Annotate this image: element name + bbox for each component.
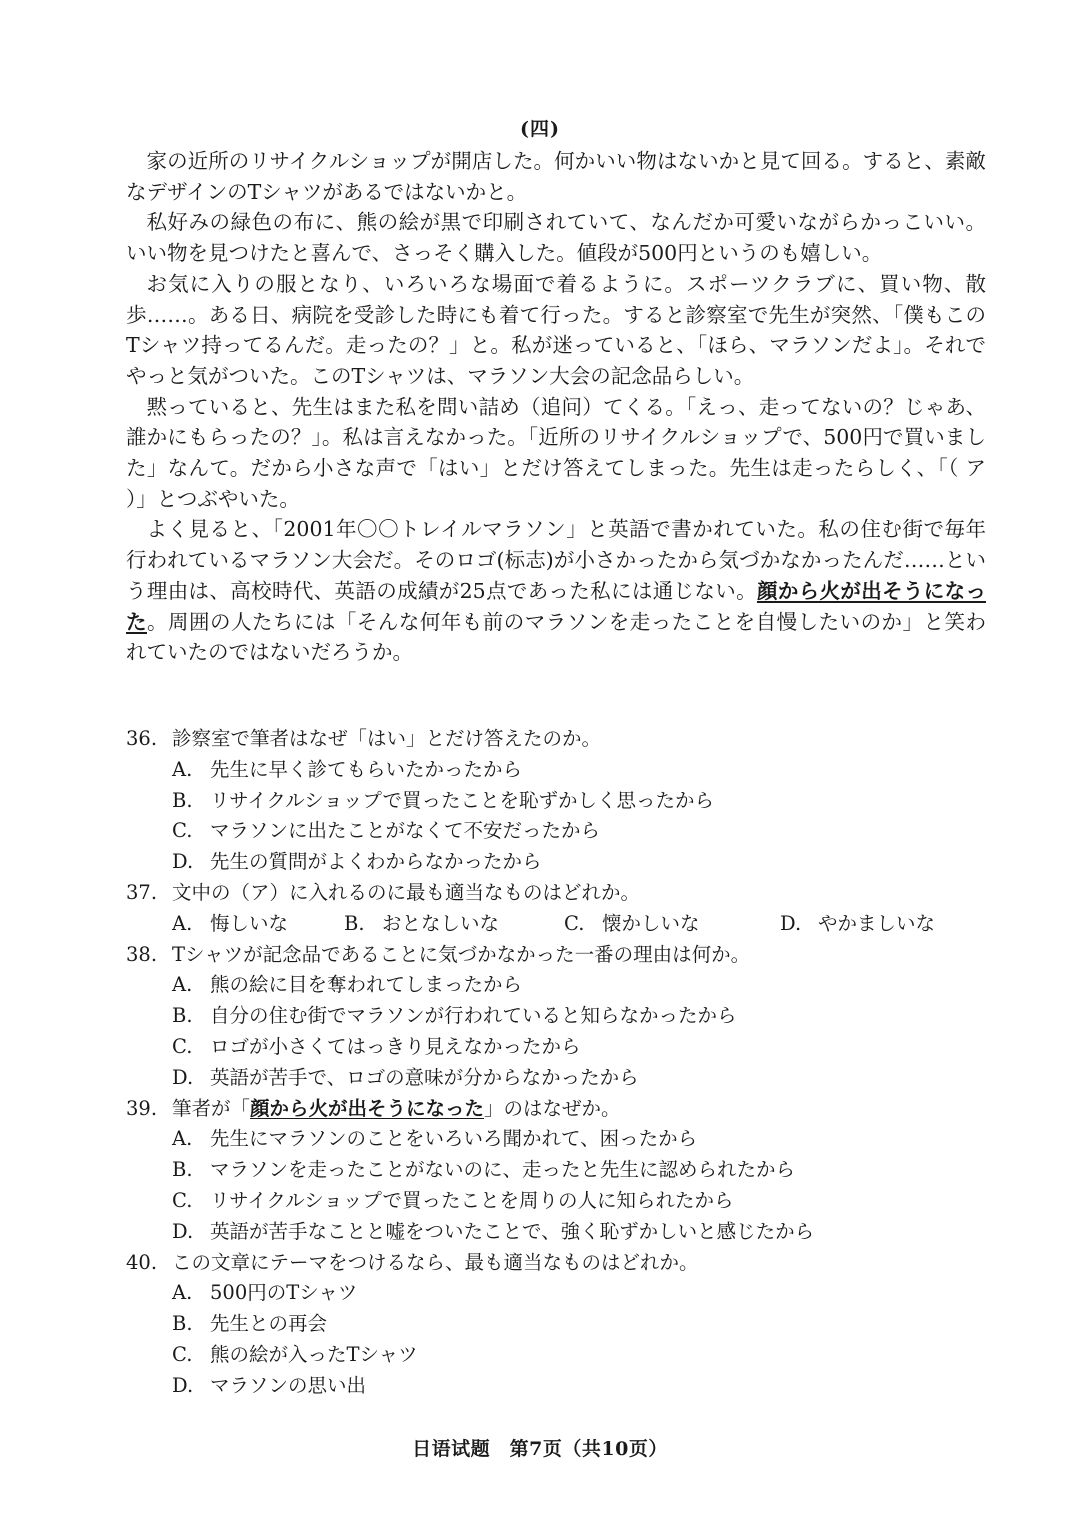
question-stem (126, 878, 986, 909)
option-letter: C. (172, 819, 193, 843)
question-number: 37. (126, 880, 158, 904)
option-text: 悔しいな (210, 911, 289, 935)
passage-text: 。周囲の人たちには「そんな何年も前のマラソンを走ったことを自慢したいのか」と笑われていたのではないだろうか。 (126, 609, 987, 665)
question-37 (126, 878, 986, 940)
passage-text: よく見ると、「2001年〇〇トレイルマラソン」と英語で書かれていた。私の住む街で毎年行われているマラソン大会だ。そのロゴ(标志)が小さかったから気づかなかったんだ……という理由は、高校時代、英語の成績が25点であった私には通じない。 (126, 517, 986, 603)
page-footer: 日语试题 第7页（共10页） (412, 1438, 668, 1460)
option-letter: B. (172, 1312, 193, 1336)
passage-paragraph: 黙っていると、先生はまた私を問い詰め（追问）てくる。「えっ、走ってないの？じゃあ、誰かにもらったの？」。私は言えなかった。「近所のリサイクルショップで、500円で買いました」なんて。だから小さな声で「はい」とだけ答えてしまった。先生は走ったらしく、「（ ア ）」とつぶやいた。 (126, 394, 986, 511)
answer-option[interactable] (126, 816, 986, 847)
passage-paragraph (126, 514, 986, 668)
option-text: 先生に早く診てもらいたかったから (210, 757, 523, 781)
question-stem (126, 724, 986, 755)
answer-option[interactable] (126, 1063, 986, 1094)
option-text: マラソンの思い出 (210, 1373, 367, 1397)
question-number: 36. (126, 727, 158, 750)
answer-option[interactable] (126, 755, 986, 786)
option-text: マラソンを走ったことがないのに、走ったと先生に認められたから (210, 1158, 796, 1182)
option-letter: C. (564, 911, 585, 935)
question-stem (126, 1094, 986, 1125)
answer-option[interactable] (126, 847, 986, 878)
option-letter: D. (172, 1065, 194, 1089)
question-number: 38. (126, 942, 158, 966)
answer-option[interactable] (126, 1186, 986, 1217)
option-letter: C. (172, 1342, 193, 1366)
question-number: 39. (126, 1096, 158, 1120)
option-letter: A. (172, 911, 193, 935)
option-text: リサイクルショップで買ったことを周りの人に知られたから (210, 1188, 734, 1212)
passage-paragraph: 家の近所のリサイクルショップが開店した。何かいい物はないかと見て回る。すると、素敵なデザインのTシャツがあるではないかと。 (126, 149, 986, 204)
option-letter: D. (780, 911, 802, 935)
option-letter: D. (172, 850, 194, 874)
option-text: 英語が苦手で、ロゴの意味が分からなかったから (210, 1065, 639, 1089)
option-letter: A. (172, 1127, 193, 1151)
answer-option[interactable] (126, 1155, 986, 1186)
question-text: この文章にテーマをつけるなら、最も適当なものはどれか。 (172, 1250, 699, 1274)
question-stem (126, 1248, 986, 1279)
option-text: リサイクルショップで買ったことを恥ずかしく思ったから (210, 788, 714, 812)
answer-option[interactable] (126, 1278, 986, 1309)
answer-option[interactable] (126, 1309, 986, 1340)
option-text: おとなしいな (382, 911, 500, 935)
option-text: 英語が苦手なことと嘘をついたことで、強く恥ずかしいと感じたから (210, 1219, 815, 1243)
answer-option[interactable] (126, 1001, 986, 1032)
answer-option[interactable] (126, 1124, 986, 1155)
question-text: 」のはなぜか。 (484, 1096, 621, 1120)
passage-paragraph: お気に入りの服となり、いろいろな場面で着るように。スポーツクラブに、買い物、散歩……。ある日、病院を受診した時にも着て行った。すると診察室で先生が突然、「僕もこのTシャツ持ってるんだ。走ったの？」と。私が迷っていると、「ほら、マラソンだよ」。それでやっと気がついた。このTシャツは、マラソン大会の記念品らしい。 (126, 271, 986, 388)
option-letter: D. (172, 1373, 194, 1397)
option-text: 先生との再会 (210, 1312, 328, 1336)
question-list (126, 724, 986, 1402)
option-letter: C. (172, 1034, 193, 1058)
option-letter: B. (344, 911, 365, 935)
option-text: やかましいな (818, 911, 936, 935)
option-text: 熊の絵に目を奪われてしまったから (210, 973, 523, 997)
question-text: 筆者が「 (172, 1096, 251, 1120)
option-letter: A. (172, 757, 193, 781)
question-39 (126, 1094, 986, 1248)
answer-option[interactable] (780, 909, 935, 940)
option-text: 熊の絵が入ったTシャツ (210, 1342, 418, 1366)
option-letter: B. (172, 1004, 193, 1028)
option-letter: C. (172, 1188, 193, 1212)
question-text: Tシャツが記念品であることに気づかなかった一番の理由は何か。 (172, 942, 751, 966)
answer-option[interactable] (126, 1340, 986, 1371)
answer-option[interactable] (172, 909, 288, 940)
question-text: 診察室で筆者はなぜ「はい」とだけ答えたのか。 (172, 727, 602, 750)
answer-option[interactable] (126, 970, 986, 1001)
question-40 (126, 1248, 986, 1402)
question-36 (126, 724, 986, 878)
answer-option[interactable] (126, 1217, 986, 1248)
question-number: 40. (126, 1250, 158, 1274)
underlined-phrase: 顔から火が出そうになった (126, 578, 986, 634)
question-38 (126, 940, 986, 1094)
answer-option[interactable] (564, 909, 700, 940)
answer-option-row (126, 909, 986, 940)
option-text: ロゴが小さくてはっきり見えなかったから (210, 1034, 581, 1058)
question-stem (126, 940, 986, 971)
option-text: 自分の住む街でマラソンが行われていると知らなかったから (210, 1004, 737, 1028)
answer-option[interactable] (344, 909, 499, 940)
question-text: 文中の（ア）に入れるのに最も適当なものはどれか。 (172, 880, 641, 904)
option-letter: B. (172, 1158, 193, 1182)
option-letter: B. (172, 788, 193, 812)
reading-passage (126, 146, 986, 668)
option-letter: A. (172, 1281, 193, 1305)
option-letter: D. (172, 1219, 194, 1243)
option-letter: A. (172, 973, 193, 997)
option-text: 先生にマラソンのことをいろいろ聞かれて、困ったから (210, 1127, 698, 1151)
section-title: (四) (520, 118, 560, 140)
option-text: 500円のTシャツ (210, 1281, 358, 1305)
underlined-phrase: 顔から火が出そうになった (250, 1096, 485, 1120)
passage-paragraph: 私好みの緑色の布に、熊の絵が黒で印刷されていて、なんだか可愛いながらかっこいい。いい物を見つけたと喜んで、さっそく購入した。値段が500円というのも嬉しい。 (126, 210, 986, 266)
answer-option[interactable] (126, 1032, 986, 1063)
answer-option[interactable] (126, 1371, 986, 1402)
option-text: 先生の質問がよくわからなかったから (210, 850, 542, 874)
option-text: 懐かしいな (602, 911, 700, 935)
option-text: マラソンに出たことがなくて不安だったから (210, 819, 601, 843)
answer-option[interactable] (126, 786, 986, 817)
